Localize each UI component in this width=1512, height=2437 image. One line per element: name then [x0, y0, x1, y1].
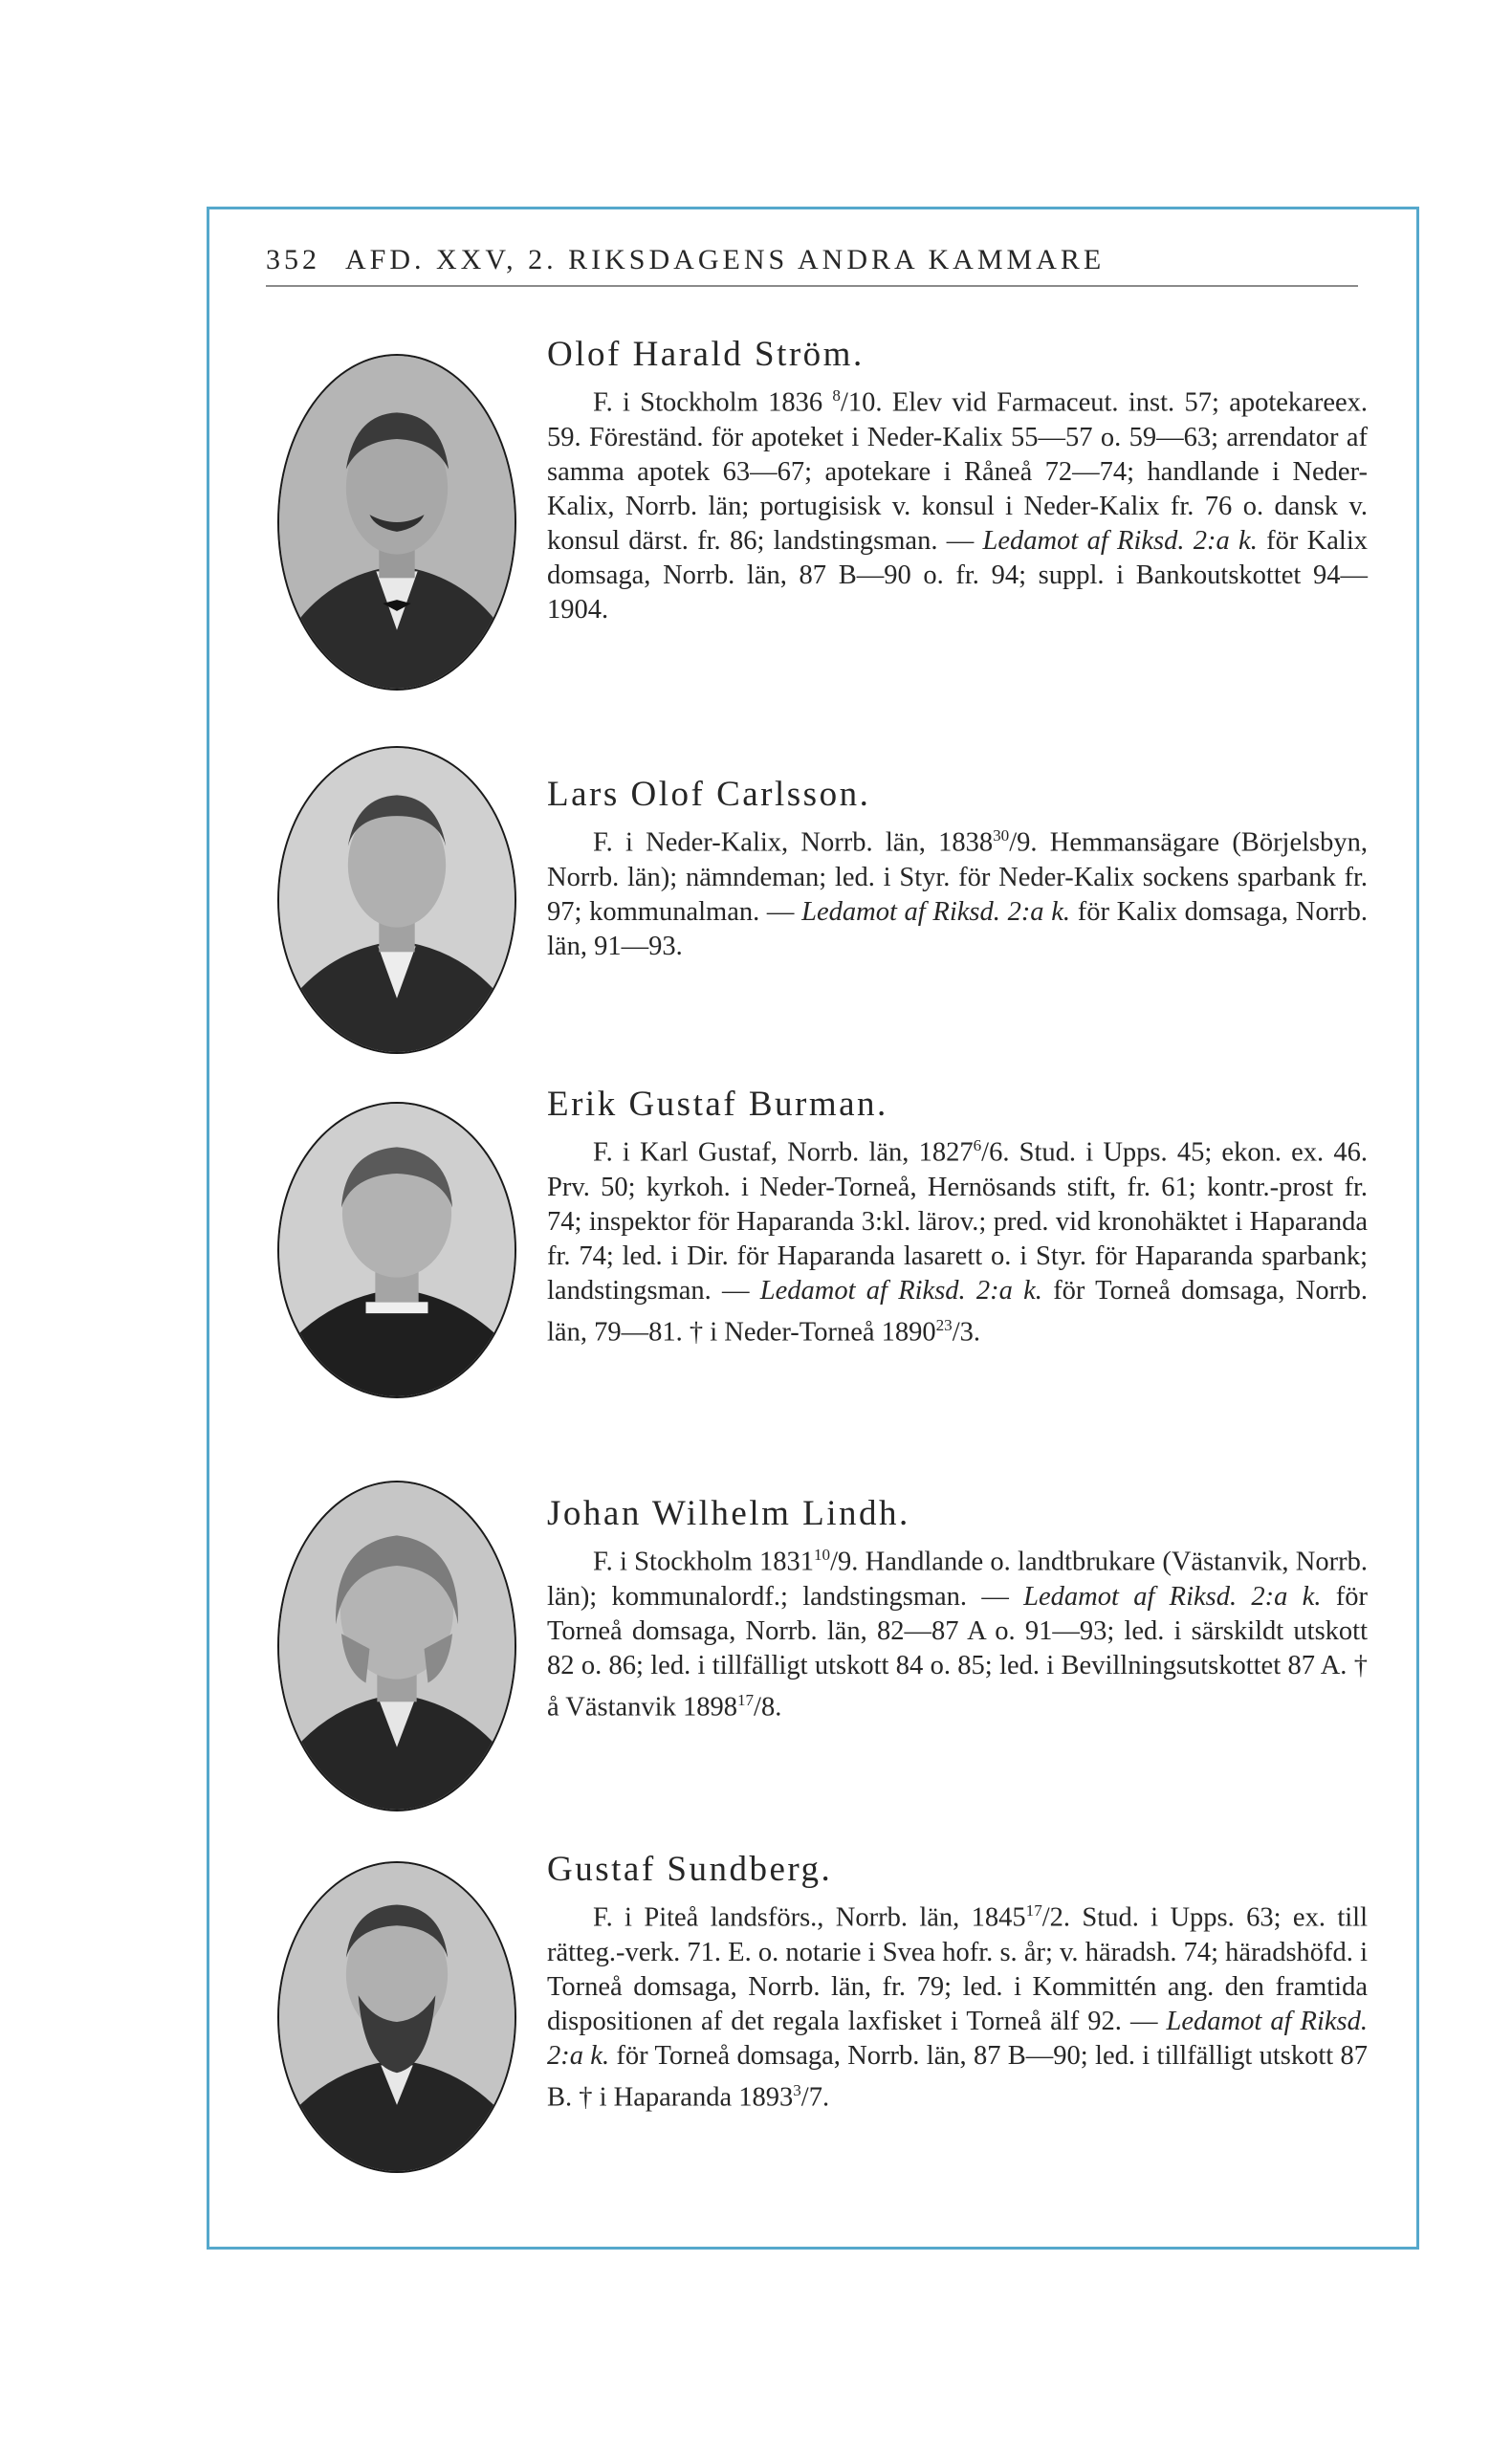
biography-segment: F. i Karl Gustaf, Norrb. län, 1827	[593, 1137, 974, 1168]
membership-label: Ledamot af Riksd. 2:a k.	[801, 896, 1071, 927]
date-superscript: 23	[935, 1315, 953, 1334]
biography-segment: /10. Elev vid Farmaceut. inst. 57; apotekareex. 59. Föreständ. för apoteket i Neder-Kalix 55—57 o. 59—63; arrendator af samma apotek 63—67; apotekare i Råneå 72—74; handlande i Neder-Kalix, Norrb. län; portugisisk v. konsul i Neder-Kalix fr. 76 o. dansk v. konsul därst. fr. 86; landstingsman. —	[547, 387, 1369, 556]
biography-segment: för Kalix domsaga, Norrb. län, 91—93.	[547, 896, 1368, 961]
biography-segment: /9. Hemmansägare (Börjelsbyn, Norrb. län); nämndeman; led. i Styr. för Neder-Kalix sockens sparbank fr. 97; kommunalman. —	[547, 827, 1369, 927]
membership-label: Ledamot af Riksd. 2:a k.	[982, 525, 1258, 556]
date-superscript: 6	[973, 1136, 982, 1154]
membership-label: Ledamot af Riksd. 2:a k.	[547, 2006, 1368, 2071]
portrait-photo	[277, 354, 516, 691]
biography-segment: för Torneå domsaga, Norrb. län, 87 B—90; led. i tillfälligt utskott 87 B. † i Haparanda 1893	[547, 2040, 1368, 2112]
date-superscript: 17	[736, 1690, 755, 1709]
biography-segment: /8.	[754, 1692, 782, 1722]
membership-label: Ledamot af Riksd. 2:a k.	[759, 1275, 1042, 1306]
biography-text	[547, 1129, 1368, 1350]
biography-text	[547, 1894, 1368, 2115]
biography-segment: F. i Neder-Kalix, Norrb. län, 1838	[593, 827, 994, 858]
date-superscript: 10	[813, 1546, 831, 1564]
portrait-photo	[277, 1861, 516, 2173]
person-name: Johan Wilhelm Lindh.	[547, 1494, 910, 1533]
date-superscript: 8	[832, 386, 841, 405]
biography-segment: F. i Piteå landsförs., Norrb. län, 1845	[593, 1902, 1026, 1933]
header-rule	[266, 285, 1358, 287]
section-title: AFD. XXV, 2. RIKSDAGENS ANDRA KAMMARE	[345, 244, 1106, 275]
biography-segment: /6. Stud. i Upps. 45; ekon. ex. 46. Prv. 50; kyrkoh. i Neder-Torneå, Hernösands stift, fr. 61; kontr.-prost fr. 74; inspektor för Haparanda 3:kl. lärov.; pred. vid kronohäktet i Haparanda fr. 74; led. i Dir. för Haparanda lasarett o. i Styr. för Haparanda sparbank; landstingsman. —	[547, 1137, 1368, 1306]
date-superscript: 30	[993, 826, 1010, 845]
biography-segment: F. i Stockholm 1831	[593, 1547, 814, 1577]
biography-segment: F. i Stockholm 1836	[593, 387, 833, 418]
person-name: Erik Gustaf Burman.	[547, 1085, 888, 1124]
date-superscript: 3	[793, 2080, 801, 2099]
biography-text	[547, 1538, 1368, 1724]
biography-segment: för Torneå domsaga, Norrb. län, 82—87 A o. 91—93; led. i särskildt utskott 82 o. 86; led. i tillfälligt utskott 84 o. 85; led. i Bevillningsutskottet 87 A. † å Västanvik 1898	[547, 1581, 1368, 1722]
portrait-photo	[277, 1102, 516, 1398]
biography-segment: /9. Handlande o. landtbrukare (Västanvik, Norrb. län); kommunalordf.; landstingsman. —	[547, 1547, 1369, 1612]
membership-label: Ledamot af Riksd. 2:a k.	[1023, 1581, 1322, 1612]
portrait-photo	[277, 1481, 516, 1811]
running-header	[266, 244, 1358, 276]
biography-segment: för Torneå domsaga, Norrb. län, 79—81. † i Neder-Torneå 1890	[547, 1275, 1368, 1347]
biography-text	[547, 379, 1368, 627]
biography-text	[547, 819, 1368, 964]
biography-segment: /3.	[952, 1317, 981, 1347]
date-superscript: 17	[1025, 1901, 1042, 1920]
biography-segment: /2. Stud. i Upps. 63; ex. till rätteg.-verk. 71. E. o. notarie i Svea hofr. s. år; v. häradsh. 74; häradshöfd. i Torneå domsaga, Norrb. län, fr. 79; led. i Kommittén ang. den framtida dispositionen af det regala laxfisket i Torneå älf 92. —	[547, 1902, 1368, 2036]
person-name: Gustaf Sundberg.	[547, 1850, 833, 1889]
portrait-photo	[277, 746, 516, 1054]
person-name: Olof Harald Ström.	[547, 335, 865, 374]
person-name: Lars Olof Carlsson.	[547, 775, 871, 814]
biography-segment: /7.	[800, 2082, 830, 2112]
biography-segment: för Kalix domsaga, Norrb. län, 87 B—90 o. fr. 94; suppl. i Bankoutskottet 94—1904.	[547, 525, 1368, 625]
page-number: 352	[266, 244, 320, 275]
